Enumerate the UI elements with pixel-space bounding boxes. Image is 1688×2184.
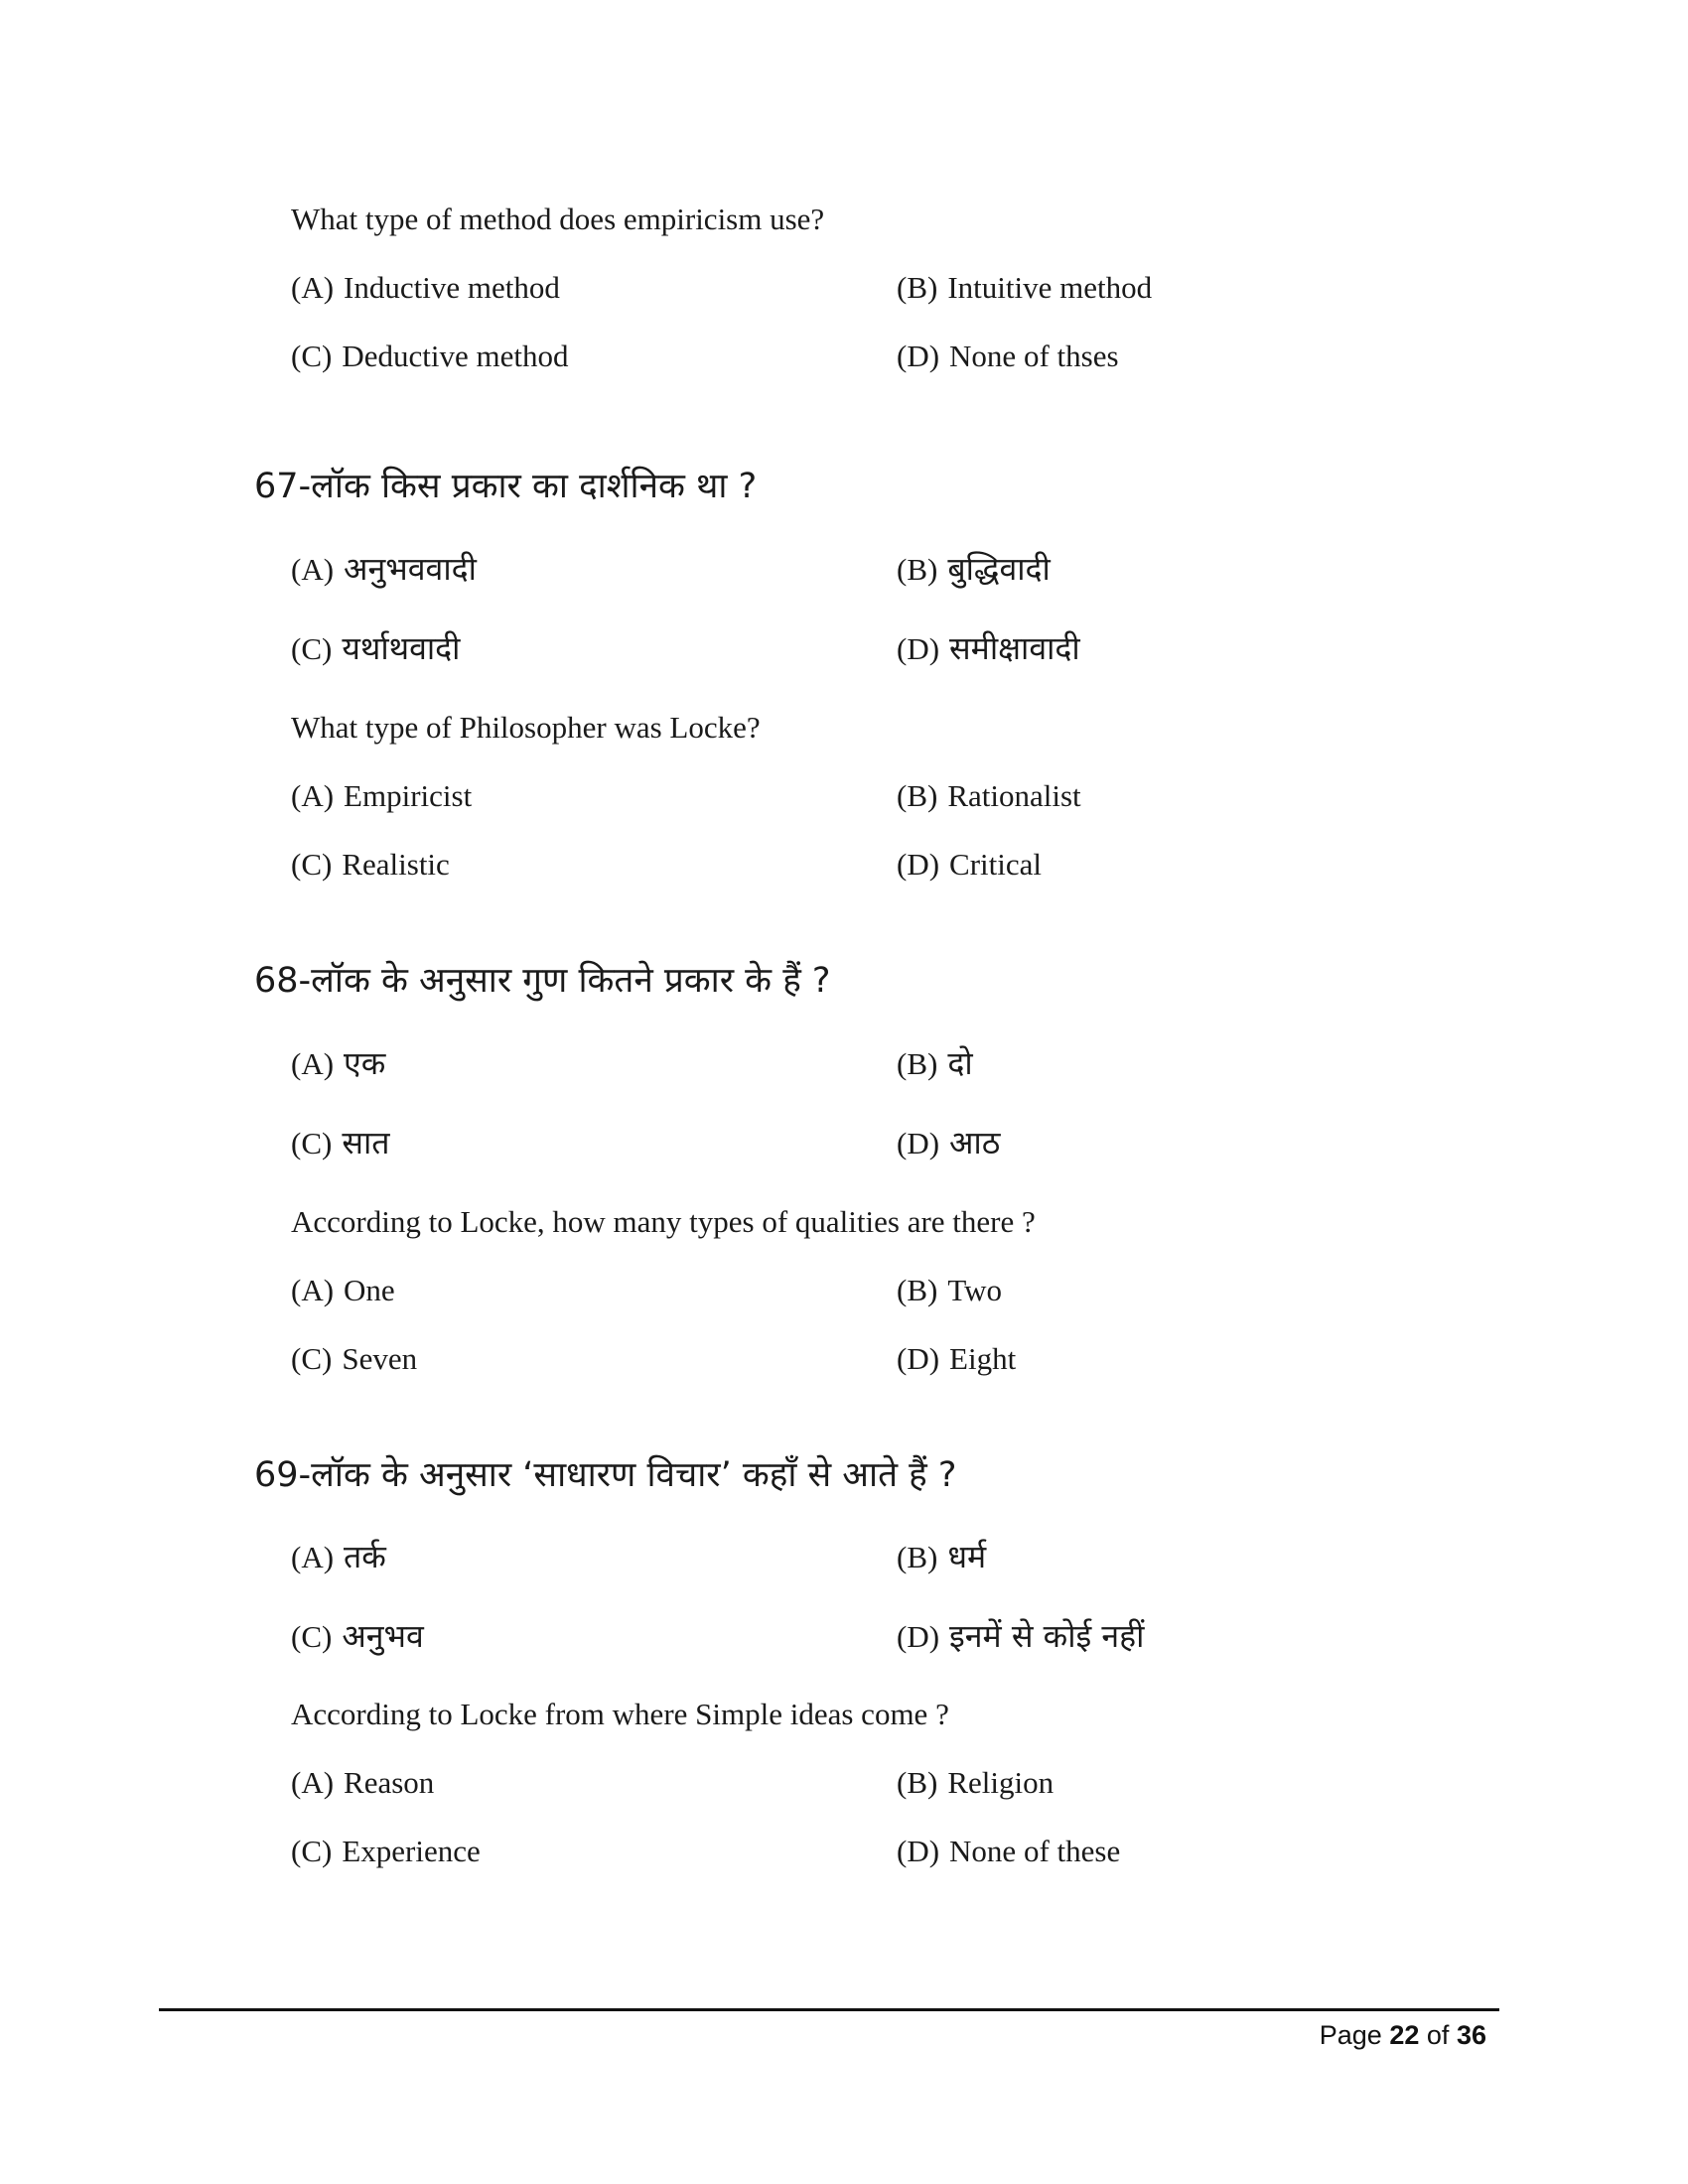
option-label: (B) bbox=[897, 552, 938, 587]
option-label: (A) bbox=[291, 552, 335, 587]
question-67-english: What type of Philosopher was Locke? bbox=[291, 710, 761, 745]
option-label: (D) bbox=[897, 1834, 940, 1868]
option-label: (B) bbox=[897, 1765, 938, 1800]
option-text: इनमें से कोई नहीं bbox=[949, 1617, 1145, 1655]
option-c bbox=[291, 1616, 424, 1657]
page-number bbox=[1320, 2015, 1486, 2055]
option-text: Eight bbox=[949, 1341, 1017, 1376]
option-b bbox=[897, 549, 1051, 590]
option-label: (A) bbox=[291, 1540, 335, 1574]
question-66-english: What type of method does empiricism use? bbox=[291, 202, 825, 236]
option-b bbox=[897, 776, 1081, 816]
option-text: Inductive method bbox=[344, 270, 560, 305]
option-label: (D) bbox=[897, 847, 940, 882]
option-text: यर्थाथवादी bbox=[342, 629, 461, 667]
option-text: दो bbox=[947, 1044, 973, 1082]
option-text: Deductive method bbox=[342, 339, 569, 373]
option-text: Critical bbox=[949, 847, 1043, 882]
option-label: (B) bbox=[897, 1273, 938, 1307]
option-label: (C) bbox=[291, 1834, 333, 1868]
option-b bbox=[897, 1763, 1054, 1803]
option-label: (B) bbox=[897, 1540, 938, 1574]
option-a bbox=[291, 1763, 434, 1803]
option-a bbox=[291, 268, 560, 308]
option-b bbox=[897, 1537, 986, 1577]
option-d bbox=[897, 1616, 1144, 1657]
option-d bbox=[897, 628, 1080, 669]
option-label: (A) bbox=[291, 778, 335, 813]
total-pages: 36 bbox=[1456, 2020, 1486, 2050]
option-text: One bbox=[344, 1273, 395, 1307]
option-text: Two bbox=[947, 1273, 1002, 1307]
option-a bbox=[291, 1043, 385, 1084]
option-b bbox=[897, 1043, 973, 1084]
option-c bbox=[291, 845, 450, 885]
option-label: (B) bbox=[897, 778, 938, 813]
option-a bbox=[291, 776, 472, 816]
option-label: (A) bbox=[291, 1046, 335, 1081]
option-text: Intuitive method bbox=[947, 270, 1153, 305]
option-text: Reason bbox=[344, 1765, 435, 1800]
option-text: Empiricist bbox=[344, 778, 473, 813]
option-c bbox=[291, 1123, 390, 1163]
option-c bbox=[291, 337, 568, 376]
option-c bbox=[291, 1832, 481, 1871]
option-label: (D) bbox=[897, 1619, 940, 1654]
option-label: (B) bbox=[897, 1046, 938, 1081]
question-69-english: According to Locke from where Simple ideas come ? bbox=[291, 1697, 949, 1731]
option-text: धर्म bbox=[947, 1538, 987, 1575]
question-67-hindi: 67-लॉक किस प्रकार का दार्शनिक था ? bbox=[254, 467, 758, 506]
option-label: (D) bbox=[897, 631, 940, 666]
option-label: (C) bbox=[291, 1341, 333, 1376]
option-a bbox=[291, 549, 477, 590]
option-text: समीक्षावादी bbox=[949, 629, 1080, 667]
option-d bbox=[897, 845, 1042, 885]
option-label: (D) bbox=[897, 1126, 940, 1160]
footer-divider bbox=[159, 2008, 1499, 2011]
option-text: Seven bbox=[342, 1341, 418, 1376]
option-label: (B) bbox=[897, 270, 938, 305]
option-text: Rationalist bbox=[947, 778, 1081, 813]
of-word: of bbox=[1426, 2020, 1450, 2050]
option-d bbox=[897, 1339, 1016, 1379]
option-text: अनुभववादी bbox=[344, 550, 477, 588]
option-label: (D) bbox=[897, 339, 940, 373]
option-text: सात bbox=[342, 1124, 390, 1161]
option-text: बुद्धिवादी bbox=[947, 550, 1051, 588]
question-68-hindi: 68-लॉक के अनुसार गुण कितने प्रकार के हैं ? bbox=[254, 961, 831, 1001]
option-label: (C) bbox=[291, 847, 333, 882]
option-text: Religion bbox=[947, 1765, 1055, 1800]
option-label: (C) bbox=[291, 1126, 333, 1160]
option-b bbox=[897, 1271, 1002, 1310]
option-a bbox=[291, 1271, 395, 1310]
option-label: (C) bbox=[291, 339, 333, 373]
option-label: (A) bbox=[291, 270, 335, 305]
option-text: एक bbox=[344, 1044, 386, 1082]
option-text: None of these bbox=[949, 1834, 1121, 1868]
option-b bbox=[897, 268, 1152, 308]
option-d bbox=[897, 1832, 1120, 1871]
option-text: None of thses bbox=[949, 339, 1119, 373]
option-label: (A) bbox=[291, 1765, 335, 1800]
option-text: Experience bbox=[342, 1834, 481, 1868]
option-label: (A) bbox=[291, 1273, 335, 1307]
option-d bbox=[897, 1123, 1000, 1163]
page-word: Page bbox=[1319, 2020, 1382, 2050]
current-page: 22 bbox=[1389, 2020, 1420, 2050]
option-d bbox=[897, 337, 1119, 376]
option-label: (C) bbox=[291, 1619, 333, 1654]
option-label: (D) bbox=[897, 1341, 940, 1376]
question-68-english: According to Locke, how many types of qualities are there ? bbox=[291, 1204, 1036, 1239]
option-text: आठ bbox=[949, 1124, 1001, 1161]
question-69-hindi: 69-लॉक के अनुसार ‘साधारण विचार’ कहाँ से आते हैं ? bbox=[254, 1455, 957, 1495]
option-text: अनुभव bbox=[342, 1617, 424, 1655]
option-c bbox=[291, 628, 460, 669]
option-a bbox=[291, 1537, 386, 1577]
option-c bbox=[291, 1339, 417, 1379]
option-label: (C) bbox=[291, 631, 333, 666]
option-text: तर्क bbox=[344, 1538, 386, 1575]
option-text: Realistic bbox=[342, 847, 450, 882]
